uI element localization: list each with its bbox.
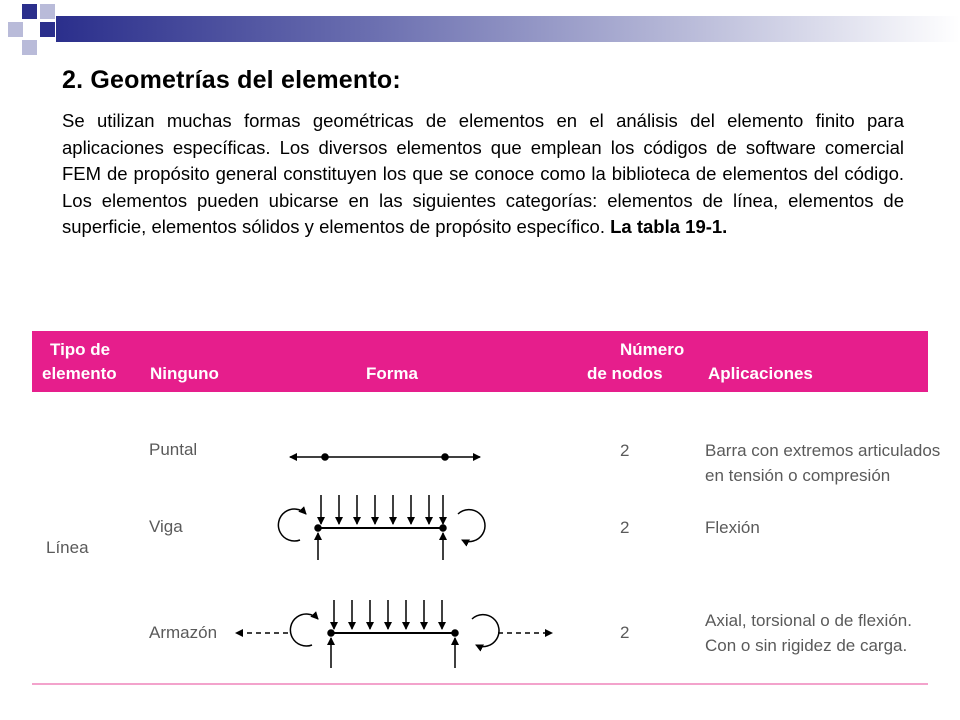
header-numero-line1: Número <box>620 340 685 359</box>
slide-title: 2. Geometrías del elemento: <box>62 66 401 94</box>
paragraph-text: Se utilizan muchas formas geométricas de elementos en el análisis del elemento finito para aplicaciones específicas. Los diversos elementos que emplean los códigos de software comercial FEM de propósito general constituyen los que se conoce como la biblioteca de elementos del código. Los elementos pueden ubicarse en las siguientes categorías: elementos de línea, elementos de superficie, elementos sólidos y elementos de propósito específico. <box>62 110 904 238</box>
row-name-viga: Viga <box>149 517 183 536</box>
row-app-viga-line1: Flexión <box>705 518 760 537</box>
header-aplicaciones: Aplicaciones <box>708 364 813 383</box>
row-name-puntal: Puntal <box>149 440 198 459</box>
row-nodes-viga: 2 <box>620 518 630 537</box>
header-tipo-line1: Tipo de <box>50 340 111 359</box>
row-nodes-armazon: 2 <box>620 623 630 642</box>
header-tipo-line2: elemento <box>42 364 117 383</box>
row-app-puntal-line1: Barra con extremos articulados <box>705 441 941 460</box>
beam-icon <box>278 495 485 560</box>
paragraph-bold-reference: La tabla 19-1. <box>610 216 728 238</box>
truss-bar-icon <box>290 454 480 460</box>
frame-icon <box>236 600 552 668</box>
header-ninguno: Ninguno <box>150 364 219 383</box>
row-app-armazon-line1: Axial, torsional o de flexión. <box>705 611 912 630</box>
row-app-puntal-line2: en tensión o compresión <box>705 466 891 485</box>
header-forma: Forma <box>366 364 418 383</box>
table-bottom-rule <box>32 683 928 685</box>
row-name-armazon: Armazón <box>149 623 218 642</box>
row-nodes-puntal: 2 <box>620 441 630 460</box>
category-label: Línea <box>46 538 89 557</box>
header-numero-line2: de nodos <box>587 364 663 383</box>
row-app-armazon-line2: Con o sin rigidez de carga. <box>705 636 908 655</box>
